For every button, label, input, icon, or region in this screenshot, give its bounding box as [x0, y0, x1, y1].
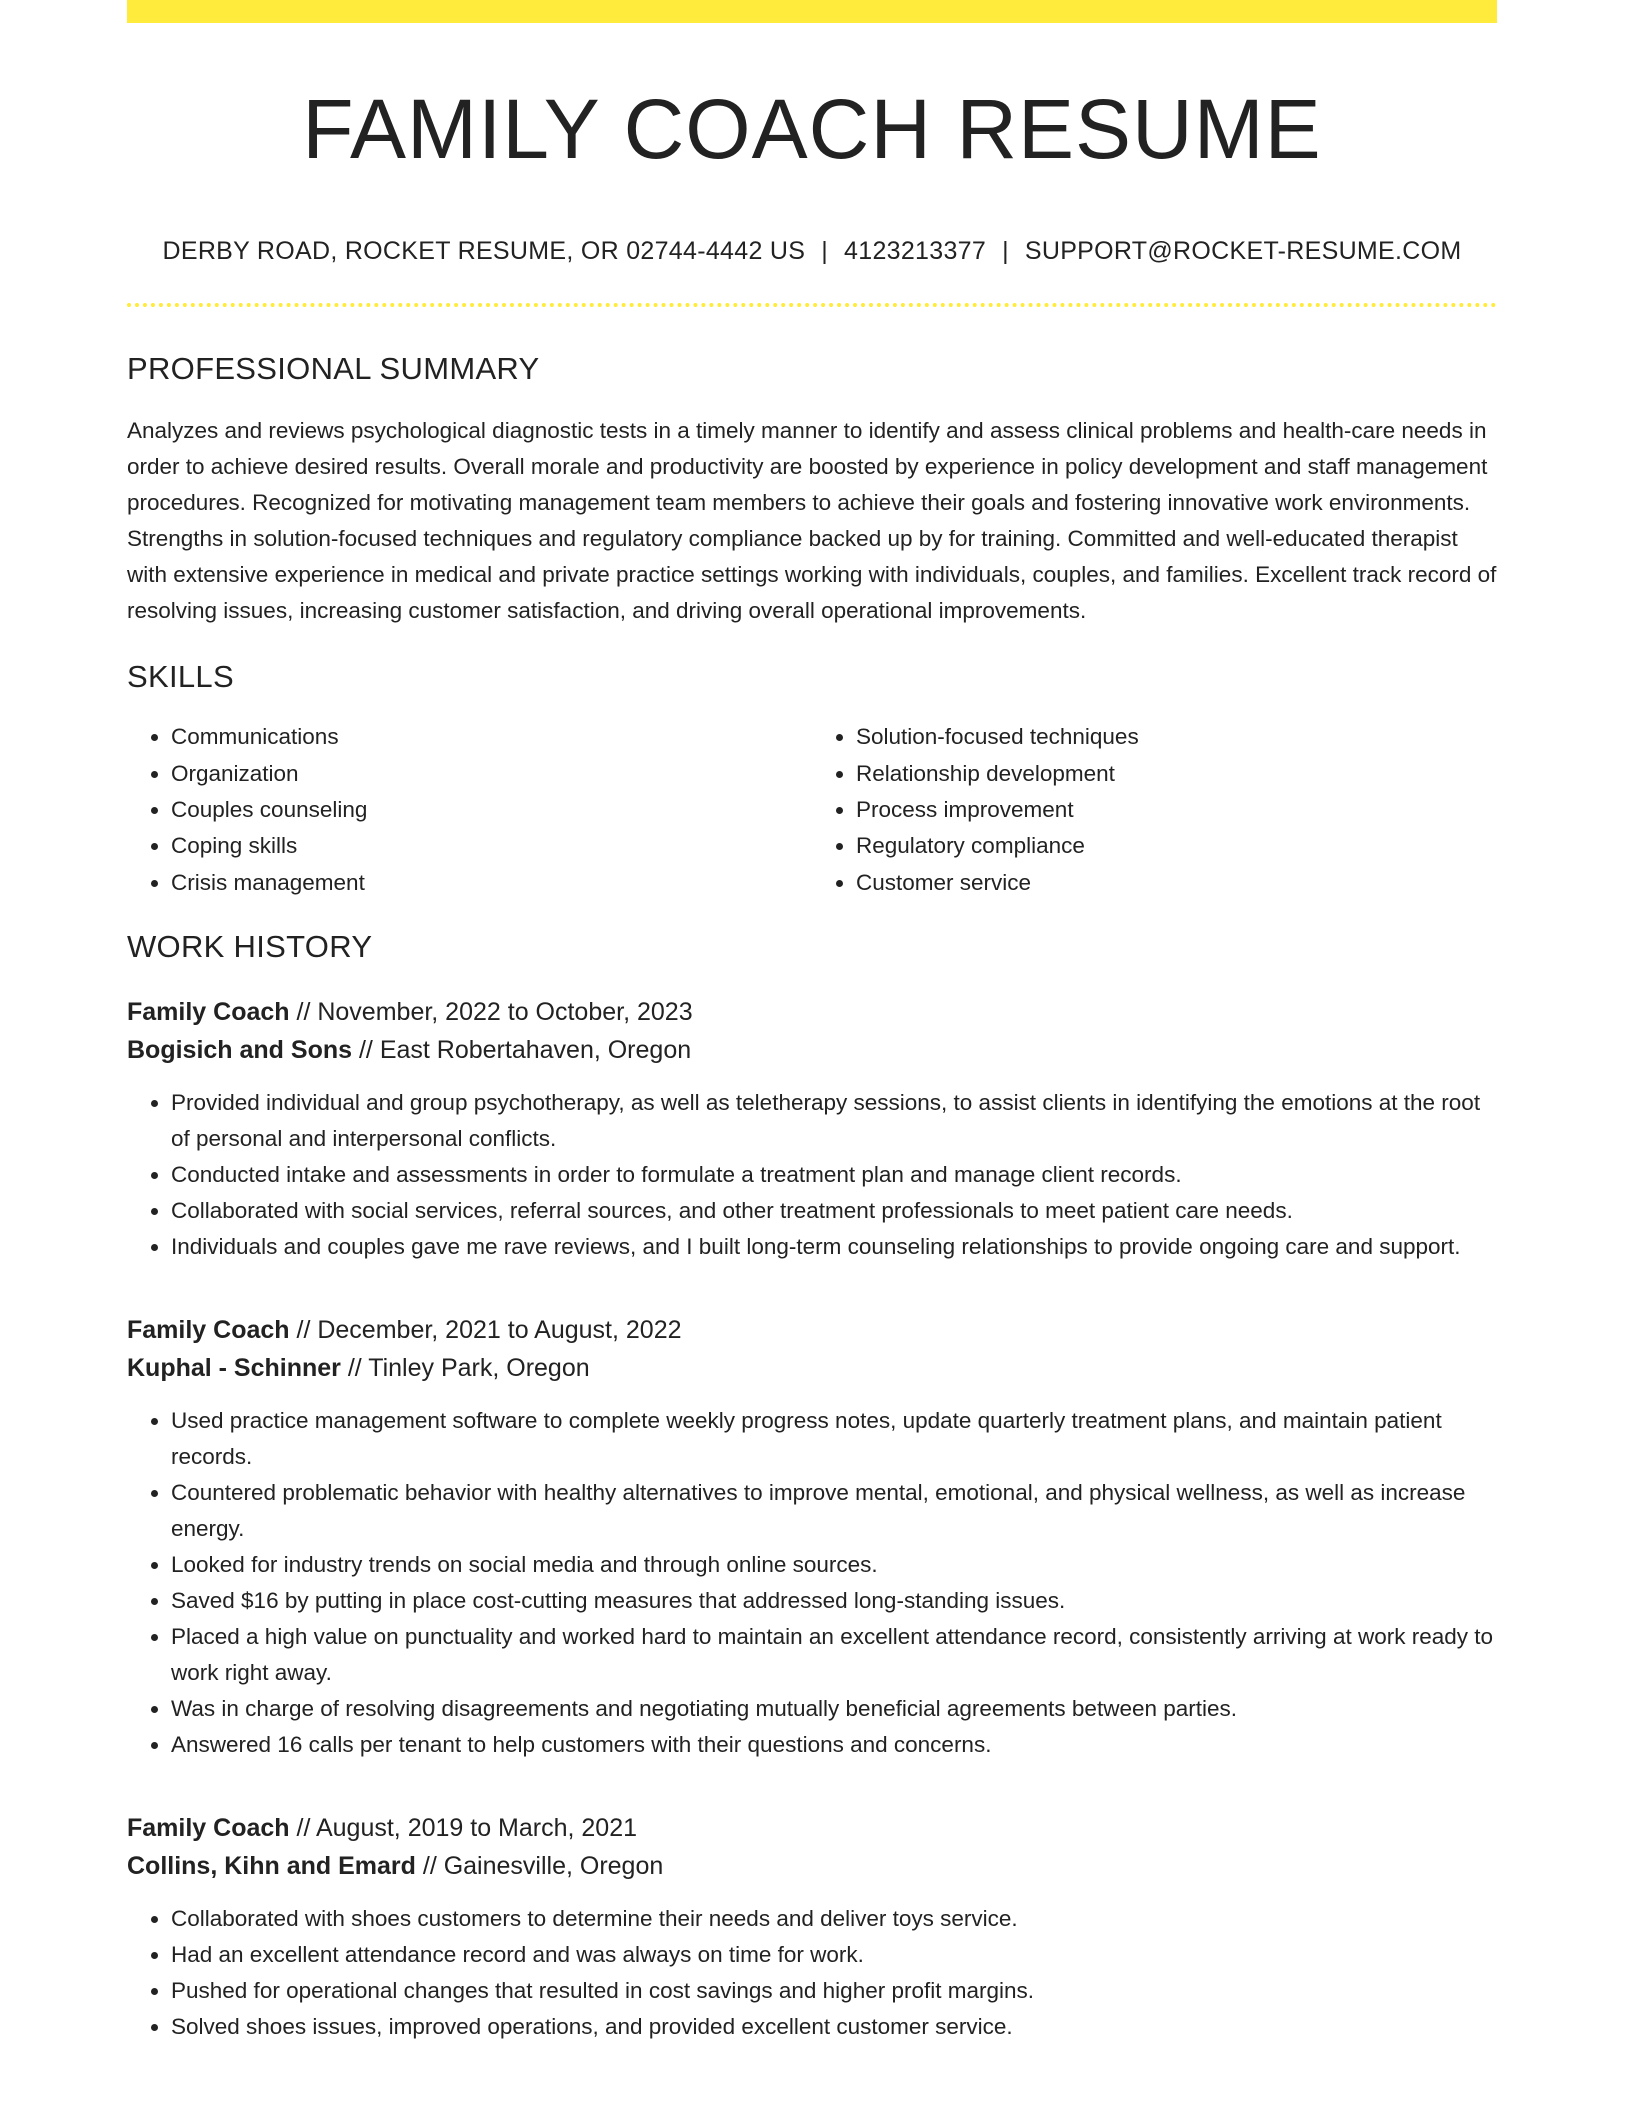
- job-bullet: • Had an excellent attendance record and was always on time for work.: [171, 1937, 1497, 1973]
- top-accent-bar: [127, 0, 1497, 23]
- skills-column-right: [812, 719, 1497, 900]
- job-entry: [127, 1311, 1497, 1763]
- summary-paragraph: Analyzes and reviews psychological diagnostic tests in a timely manner to identify and assess clinical problems and health-care needs in order to achieve desired results. Overall morale and productivity are boosted by experience in policy development and staff management procedures. Recognized for motivating management team members to achieve their goals and fostering innovative work environments. Strengths in solution-focused techniques and regulatory compliance backed up by for training. Committed and well-educated therapist with extensive experience in medical and private practice settings working with individuals, couples, and families. Excellent track record of resolving issues, increasing customer satisfaction, and driving overall operational improvements.: [127, 418, 1497, 624]
- job-bullet: • Solved shoes issues, improved operations, and provided excellent customer service.: [171, 2009, 1497, 2045]
- job-company-line: [127, 1031, 1497, 1069]
- job-bullet: • Collaborated with shoes customers to determine their needs and deliver toys service.: [171, 1901, 1497, 1937]
- job-bullet: • Looked for industry trends on social media and through online sources.: [171, 1547, 1497, 1583]
- skill-item: • Communications: [171, 719, 812, 755]
- job-dates: // November, 2022 to October, 2023: [296, 997, 693, 1026]
- contact-phone: 4123213377: [844, 237, 987, 266]
- job-bullet: • Used practice management software to complete weekly progress notes, update quarterly treatment plans, and maintain patient records.: [171, 1403, 1497, 1475]
- dotted-divider: [127, 303, 1497, 307]
- resume-page: [127, 0, 1497, 2045]
- job-bullet: • Was in charge of resolving disagreements and negotiating mutually beneficial agreements between parties.: [171, 1691, 1497, 1727]
- job-company-line: [127, 1349, 1497, 1387]
- job-company: Bogisich and Sons: [127, 1035, 353, 1064]
- skill-item: • Solution-focused techniques: [856, 719, 1497, 755]
- contact-line: [127, 237, 1497, 266]
- job-bullet: • Individuals and couples gave me rave reviews, and I built long-term counseling relationships to provide ongoing care and support.: [171, 1229, 1497, 1265]
- skills-list: [127, 719, 1497, 900]
- job-role: Family Coach: [127, 997, 290, 1026]
- skill-item: • Coping skills: [171, 828, 812, 864]
- job-bullet: • Conducted intake and assessments in order to formulate a treatment plan and manage client records.: [171, 1157, 1497, 1193]
- skill-item: • Relationship development: [856, 756, 1497, 792]
- job-dates: // August, 2019 to March, 2021: [296, 1813, 638, 1842]
- job-location: // Gainesville, Oregon: [422, 1851, 664, 1880]
- skill-item: • Couples counseling: [171, 792, 812, 828]
- resume-title: FAMILY COACH RESUME: [302, 82, 1322, 176]
- job-location: // East Robertahaven, Oregon: [358, 1035, 692, 1064]
- skill-item: • Crisis management: [171, 865, 812, 901]
- job-bullets: [127, 1085, 1497, 1265]
- job-bullets: [127, 1901, 1497, 2045]
- job-role: Family Coach: [127, 1315, 290, 1344]
- job-bullet: • Countered problematic behavior with healthy alternatives to improve mental, emotional, and physical wellness, as well as increase energy.: [171, 1475, 1497, 1547]
- skill-item: • Customer service: [856, 865, 1497, 901]
- job-location: // Tinley Park, Oregon: [347, 1353, 590, 1382]
- job-role-line: [127, 993, 1497, 1031]
- job-entry: [127, 1809, 1497, 2045]
- job-role-line: [127, 1809, 1497, 1847]
- job-company: Collins, Kihn and Emard: [127, 1851, 416, 1880]
- job-company: Kuphal - Schinner: [127, 1353, 341, 1382]
- skill-item: • Regulatory compliance: [856, 828, 1497, 864]
- contact-address: DERBY ROAD, ROCKET RESUME, OR 02744-4442 US: [162, 237, 806, 266]
- skill-item: • Process improvement: [856, 792, 1497, 828]
- job-bullets: [127, 1403, 1497, 1763]
- contact-separator: |: [1002, 237, 1009, 266]
- contact-separator: |: [821, 237, 829, 266]
- job-company-line: [127, 1847, 1497, 1885]
- job-dates: // December, 2021 to August, 2022: [296, 1315, 682, 1344]
- job-bullet: • Pushed for operational changes that resulted in cost savings and higher profit margins.: [171, 1973, 1497, 2009]
- skills-column-left: [127, 719, 812, 900]
- work-history-heading: WORK HISTORY: [127, 928, 373, 964]
- job-bullet: • Collaborated with social services, referral sources, and other treatment professionals to meet patient care needs.: [171, 1193, 1497, 1229]
- job-entry: [127, 993, 1497, 1265]
- skill-item: • Organization: [171, 756, 812, 792]
- job-bullet: • Placed a high value on punctuality and worked hard to maintain an excellent attendance record, consistently arriving at work ready to work right away.: [171, 1619, 1497, 1691]
- job-role-line: [127, 1311, 1497, 1349]
- job-bullet: • Provided individual and group psychotherapy, as well as teletherapy sessions, to assist clients in identifying the emotions at the root of personal and interpersonal conflicts.: [171, 1085, 1497, 1157]
- job-bullet: • Saved $16 by putting in place cost-cutting measures that addressed long-standing issues.: [171, 1583, 1497, 1619]
- job-bullet: • Answered 16 calls per tenant to help customers with their questions and concerns.: [171, 1727, 1497, 1763]
- skills-heading: SKILLS: [127, 659, 234, 695]
- contact-email: SUPPORT@ROCKET-RESUME.COM: [1024, 237, 1462, 266]
- job-role: Family Coach: [127, 1813, 290, 1842]
- summary-heading: PROFESSIONAL SUMMARY: [127, 351, 540, 387]
